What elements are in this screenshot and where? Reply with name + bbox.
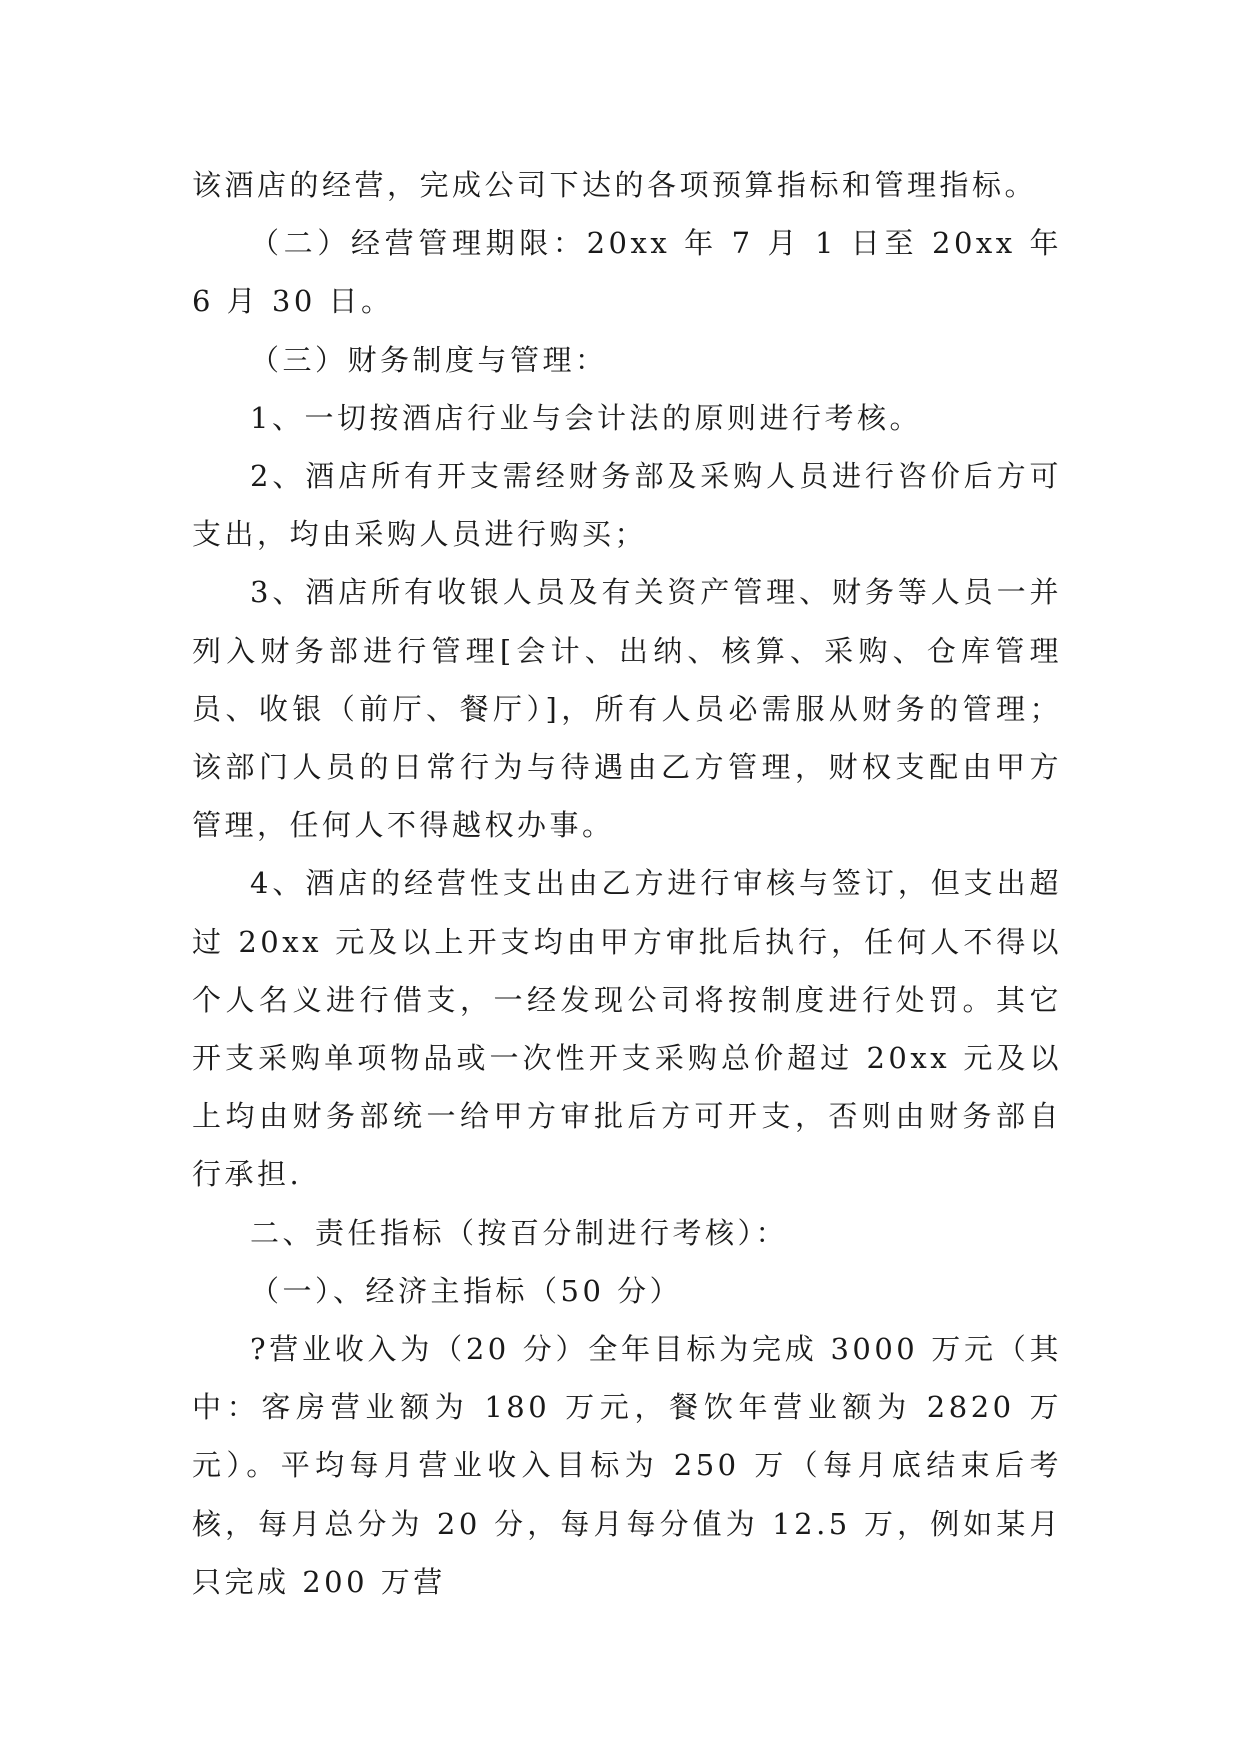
paragraph-1: 该酒店的经营，完成公司下达的各项预算指标和管理指标。 (192, 168, 1038, 202)
paragraph-10: ?营业收入为（20 分）全年目标为完成 3000 万元（其中：客房营业额为 180 万元，餐饮年营业额为 2820 万元）。平均每月营业收入目标为 250 万（每月底结束后考核，每月总分为 20 分，每月每分值为 12.5 万，例如某月只完成 200 万营 (192, 1332, 1062, 1599)
paragraph-2: （二）经营管理期限：20xx 年 7 月 1 日至 20xx 年 6 月 30 日。 (192, 226, 1062, 319)
paragraph-5: 2、酒店所有开支需经财务部及采购人员进行咨价后方可支出，均由采购人员进行购买； (192, 459, 1062, 552)
paragraph-8: 二、责任指标（按百分制进行考核）： (250, 1215, 789, 1250)
paragraph-6: 3、酒店所有收银人员及有关资产管理、财务等人员一并列入财务部进行管理[会计、出纳、核算、采购、仓库管理员、收银（前厅、餐厅）]，所有人员必需服从财务的管理；该部门人员的日常行为与待遇由乙方管理，财权支配由甲方管理，任何人不得越权办事。 (192, 575, 1062, 843)
paragraph-4: 1、一切按酒店行业与会计法的原则进行考核。 (250, 400, 922, 435)
document-body (192, 156, 1062, 1611)
paragraph-7: 4、酒店的经营性支出由乙方进行审核与签订，但支出超过 20xx 元及以上开支均由甲方审批后执行，任何人不得以个人名义进行借支，一经发现公司将按制度进行处罚。其它开支采购单项物品或一次性开支采购总价超过 20xx 元及以上均由财务部统一给甲方审批后方可开支，否则由财务部自行承担. (192, 866, 1062, 1192)
paragraph-9: （一）、经济主指标（50 分） (250, 1273, 683, 1308)
paragraph-3: （三）财务制度与管理： (250, 342, 608, 377)
